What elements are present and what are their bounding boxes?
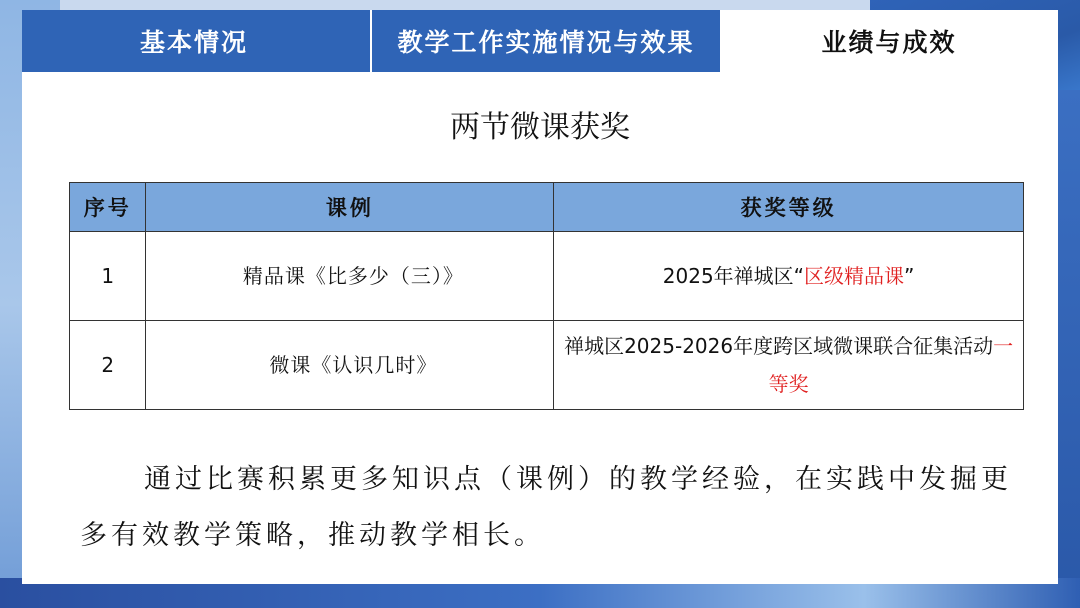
award-text: 2025年禅城区“ [662,264,805,288]
awards-table [69,182,1024,410]
row-award [554,321,1024,410]
table-row [70,232,1024,321]
summary-paragraph: 通过比赛积累更多知识点（课例）的教学经验，在实践中发掘更多有效教学策略，推动教学相长。 [80,464,1012,551]
row-number: 1 [70,232,146,321]
tab-achievements[interactable]: 业绩与成效 [720,10,1058,72]
tab-basic-info[interactable]: 基本情况 [22,10,370,72]
row-case: 微课《认识几时》 [146,321,554,410]
award-text: 禅城区2025-2026年度跨区域微课联合征集活动 [564,334,994,358]
table-row [70,321,1024,410]
header-case: 课例 [146,183,554,232]
row-award [554,232,1024,321]
row-case: 精品课《比多少（三）》 [146,232,554,321]
header-number: 序号 [70,183,146,232]
award-highlight: 一等奖 [768,334,1014,396]
table-header-row [70,183,1024,232]
award-highlight: 区级精品课 [804,264,905,288]
tab-bar [22,10,1058,72]
tab-teaching-implementation[interactable]: 教学工作实施情况与效果 [370,10,720,72]
row-number: 2 [70,321,146,410]
award-text-suffix: ” [904,264,915,288]
slide-card [22,10,1058,584]
header-award-level: 获奖等级 [554,183,1024,232]
page-title: 两节微课获奖 [450,110,630,145]
